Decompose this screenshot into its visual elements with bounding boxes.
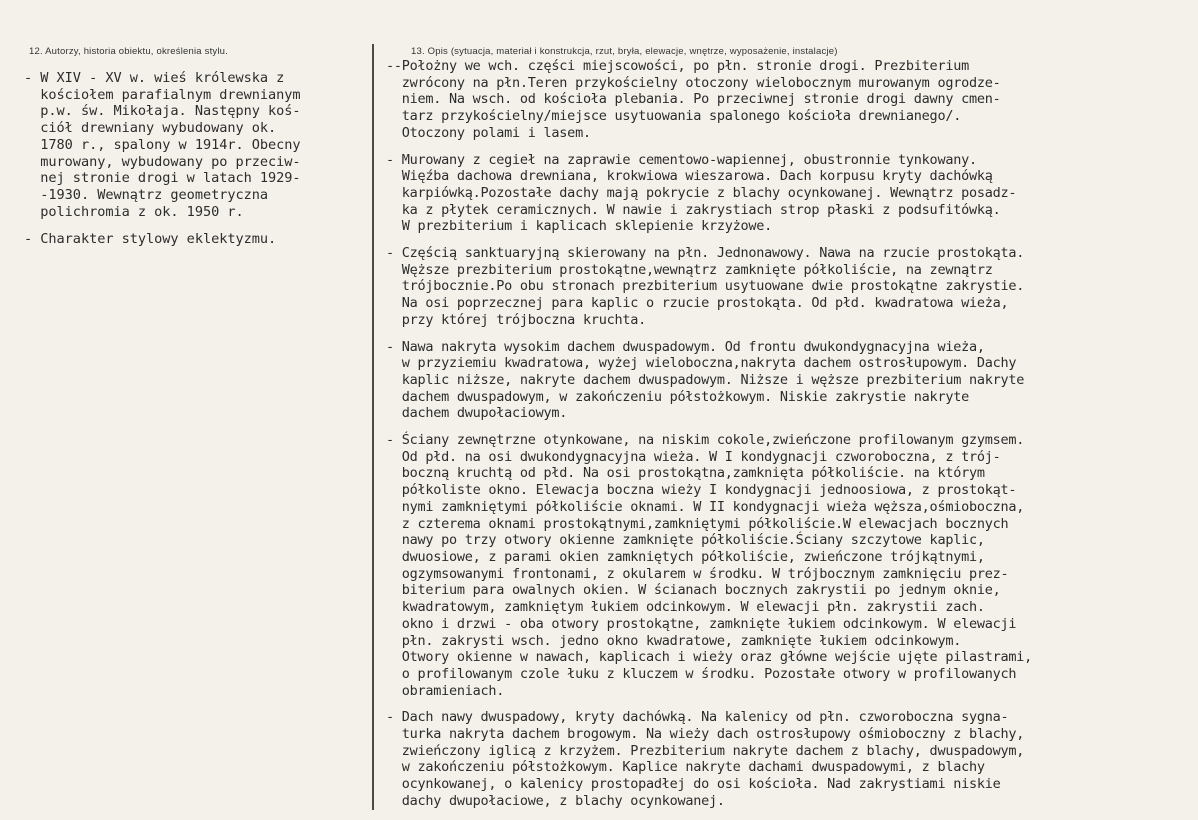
- text-line: nymi zamkniętymi półkoliście oknami. W II kondygnacji wieża węższa,ośmioboczna,: [386, 498, 1025, 515]
- text-line: nawy po trzy otwory okienne zamknięte półkoliście.Ściany szczytowe kaplic,: [386, 532, 985, 549]
- text-line: w zakończeniu półstożkowym. Kaplice nakryte dachami dwuspadowymi, z blachy: [386, 759, 985, 776]
- text-line: nej stronie drogi w latach 1929-: [24, 170, 301, 187]
- text-line: obramieniach.: [386, 682, 505, 699]
- text-line: biterium para owalnych okien. W ścianach bocznych zakrystii po jednym oknie,: [386, 582, 1001, 599]
- location-paragraph: [386, 58, 1194, 142]
- section-12-heading: 12. Autorzy, historia obiektu, określenia stylu.: [29, 46, 228, 57]
- massing-paragraph: [386, 339, 1194, 423]
- text-line: półkoliste okno. Elewacja boczna wieży I kondygnacji jednoosiowa, z prostokąt-: [386, 482, 1017, 499]
- text-line: Od płd. na osi dwukondygnacyjna wieża. W I kondygnacji czworoboczna, z trój-: [386, 448, 1001, 465]
- column-divider: [372, 44, 374, 810]
- text-line: ka z płytek ceramicznych. W nawie i zakrystiach strop płaski z podsufitówką.: [386, 201, 1001, 218]
- text-line: płn. zakrysti wsch. jedno okno kwadratowe, zamknięte łukiem odcinkowym.: [386, 632, 962, 649]
- text-line: karpiówką.Pozostałe dachy mają pokrycie z blachy ocynkowanej. Wewnątrz posadz-: [386, 184, 1017, 201]
- text-line: zwrócony na płn.Teren przykościelny otoczony wielobocznym murowanym ogrodze-: [386, 74, 1001, 91]
- materials-paragraph: [386, 152, 1194, 236]
- text-line: w przyziemiu kwadratowa, wyżej wieloboczna,nakryta dachem ostrosłupowym. Dachy: [386, 355, 1017, 372]
- text-line: boczną kruchtą od płd. Na osi prostokątna,zamknięta półkoliście. na którym: [386, 465, 985, 482]
- text-line: dwuosiowe, z parami okien zamkniętych półkoliście, zwieńczone trójkątnymi,: [386, 548, 985, 565]
- text-line: kaplic niższe, nakryte dachem dwuspadowym. Niższe i węższe prezbiterium nakryte: [386, 371, 1025, 388]
- text-line: ciół drewniany wybudowany ok.: [24, 120, 277, 137]
- text-line: Na osi poprzecznej para kaplic o rzucie prostokąta. Od płd. kwadratowa wieża,: [386, 295, 1009, 312]
- history-column: [24, 70, 364, 248]
- text-line: - Charakter stylowy eklektyzmu.: [24, 231, 277, 248]
- text-line: niem. Na wsch. od kościoła plebania. Po przeciwnej stronie drogi dawny cmen-: [386, 91, 1001, 108]
- text-line: ocynkowanej, o kalenicy prostopadłej do osi kościoła. Nad zakrystiami niskie: [386, 776, 1001, 793]
- elevations-paragraph: [386, 432, 1194, 699]
- text-line: - Częścią sanktuaryjną skierowany na płn. Jednonawowy. Nawa na rzucie prostokąta.: [386, 245, 1025, 262]
- text-line: polichromia z ok. 1950 r.: [24, 203, 244, 220]
- text-line: --Położny we wch. części miejscowości, po płn. stronie drogi. Prezbiterium: [386, 58, 969, 74]
- text-line: tarz przykościelny/miejsce usytuowania spalonego kościoła drewnianego/.: [386, 108, 962, 125]
- text-line: 1780 r., spalony w 1914r. Obecny: [24, 136, 301, 153]
- plan-paragraph: [386, 245, 1194, 329]
- text-line: ogzymsowanymi frontonami, z okularem w środku. W trójbocznym zamknięciu prez-: [386, 565, 1009, 582]
- text-line: - Nawa nakryta wysokim dachem dwuspadowym. Od frontu dwukondygnacyjna wieża,: [386, 338, 985, 355]
- description-column: [386, 58, 1194, 810]
- history-paragraph: [24, 70, 364, 220]
- text-line: kościołem parafialnym drewnianym: [24, 86, 301, 103]
- text-line: p.w. św. Mikołaja. Następny koś-: [24, 103, 301, 120]
- section-13-heading: 13. Opis (sytuacja, materiał i konstrukcja, rzut, bryła, elewacje, wnętrze, wyposażenie, instalacje): [411, 46, 838, 57]
- text-line: Otwory okienne w nawach, kaplicach i wieży oraz główne wejście ujęte pilastrami,: [386, 649, 1032, 666]
- text-line: -1930. Wewnątrz geometryczna: [24, 186, 269, 203]
- text-line: W prezbiterium i kaplicach sklepienie krzyżowe.: [386, 218, 773, 235]
- text-line: - Ściany zewnętrzne otynkowane, na niskim cokole,zwieńczone profilowanym gzymsem.: [386, 432, 1025, 449]
- text-line: Otoczony polami i lasem.: [386, 124, 591, 141]
- text-line: okno i drzwi - oba otwory prostokątne, zamknięte łukiem odcinkowym. W elewacji: [386, 615, 1017, 632]
- text-line: - Murowany z cegieł na zaprawie cementowo-wapiennej, obustronnie tynkowany.: [386, 151, 977, 168]
- text-line: dachem dwuspadowym, w zakończeniu półstożkowym. Niskie zakrystie nakryte: [386, 388, 969, 405]
- text-line: kwadratowym, zamkniętym łukiem odcinkowym. W elewacji płn. zakrystii zach.: [386, 599, 985, 616]
- text-line: - Dach nawy dwuspadowy, kryty dachówką. Na kalenicy od płn. czworoboczna sygna-: [386, 709, 1009, 726]
- roofs-paragraph: [386, 709, 1194, 809]
- text-line: zwieńczony iglicą z krzyżem. Prezbiterium nakryte dachem z blachy, dwuspadowym,: [386, 742, 1025, 759]
- text-line: turka nakryta dachem brogowym. Na wieży dach ostrosłupowy ośmioboczny z blachy,: [386, 726, 1025, 743]
- text-line: - W XIV - XV w. wieś królewska z: [24, 70, 285, 86]
- text-line: trójbocznie.Po obu stronach prezbiterium usytuowane dwie prostokątne zakrystie.: [386, 278, 1025, 295]
- text-line: dachy dwupołaciowe, z blachy ocynkowanej.: [386, 792, 725, 809]
- text-line: Więźba dachowa drewniana, krokwiowa wieszarowa. Dach korpusu kryty dachówką: [386, 168, 993, 185]
- text-line: murowany, wybudowany po przeciw-: [24, 153, 301, 170]
- text-line: Węższe prezbiterium prostokątne,wewnątrz zamknięte półkoliście, na zewnątrz: [386, 261, 993, 278]
- text-line: przy której trójboczna kruchta.: [386, 311, 646, 328]
- text-line: o profilowanym czole łuku z kluczem w środku. Pozostałe otwory w profilowanych: [386, 665, 1017, 682]
- text-line: z czterema oknami prostokątnymi,zamkniętymi półkoliście.W elewacjach bocznych: [386, 515, 1009, 532]
- style-paragraph: [24, 231, 364, 248]
- text-line: dachem dwupołaciowym.: [386, 405, 568, 422]
